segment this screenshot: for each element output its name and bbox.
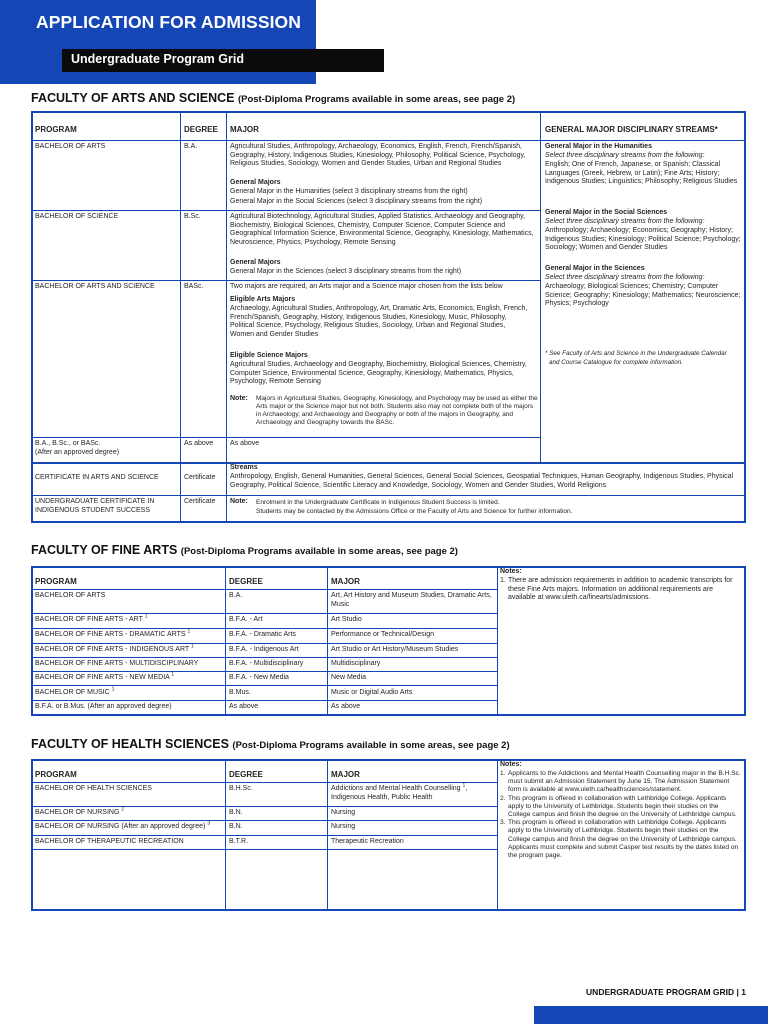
- hs-degree-1: B.N.: [229, 809, 243, 816]
- sci-list: Archaeology; Biological Sciences; Chemistry; Computer Science; Geography; Kinesiology; Mathematics; Neuroscience; Physics; Psychology: [545, 283, 741, 307]
- arts-science-heading: [31, 91, 515, 105]
- hs-major-3: Therapeutic Recreation: [331, 838, 404, 845]
- hs-note-2-num: 2.: [500, 794, 506, 802]
- hs-note-1-num: 1.: [500, 770, 506, 777]
- fa-program-0: BACHELOR OF ARTS: [35, 592, 106, 599]
- col-program: PROGRAM: [35, 125, 77, 134]
- fa-degree-7: As above: [229, 703, 259, 710]
- hs-notes-list: [500, 770, 742, 860]
- cert-streams-title: Streams: [230, 464, 258, 471]
- fa-degree-0: B.A.: [229, 592, 243, 599]
- page-title: APPLICATION FOR ADMISSION: [36, 12, 301, 32]
- program-after-degree: [35, 440, 119, 457]
- hs-program-2: [35, 820, 211, 832]
- ucert-line2: INDIGENOUS STUDENT SUCCESS: [35, 506, 150, 514]
- degree-bsc: B.Sc.: [184, 213, 201, 220]
- hs-program-1-text: BACHELOR OF NURSING: [35, 809, 120, 816]
- hs-note-2: [500, 795, 742, 820]
- hs-program-2-text: BACHELOR OF NURSING (After an approved degree): [35, 823, 206, 830]
- fa-sup-3: 1: [190, 643, 194, 650]
- hs-sup-1: 2: [121, 806, 125, 813]
- program-basc: BACHELOR OF ARTS AND SCIENCE: [35, 283, 155, 290]
- hs-major-0-b: , Indigenous Health, Public Health: [331, 785, 468, 801]
- footnote-line1: * See Faculty of Arts and Science in the Undergraduate Calendar: [545, 350, 727, 357]
- fa-major-2: Performance or Technical/Design: [331, 631, 434, 638]
- hs-note-3-num: 3.: [500, 819, 506, 827]
- fa-program-1: [35, 613, 148, 625]
- arts-science-title: FACULTY OF ARTS AND SCIENCE: [31, 91, 235, 105]
- fa-program-7: B.F.A. or B.Mus. (After an approved degree): [35, 703, 172, 710]
- fa-notes-title: Notes:: [500, 568, 522, 575]
- fa-degree-4: B.F.A. - Multidisciplinary: [229, 660, 304, 667]
- sci-select: Select three disciplinary streams from the following:: [545, 274, 705, 281]
- fa-program-3-text: BACHELOR OF FINE ARTS - INDIGENOUS ART: [35, 646, 190, 653]
- program-cert: CERTIFICATE IN ARTS AND SCIENCE: [35, 474, 159, 481]
- basc-sci-title: Eligible Science Majors: [230, 352, 308, 359]
- hs-col-program: PROGRAM: [35, 770, 77, 779]
- health-heading-sub: (Post-Diploma Programs available in some areas, see page 2): [232, 740, 510, 751]
- hs-col-degree: DEGREE: [229, 770, 263, 779]
- program-after-line2: (After an approved degree): [35, 448, 120, 456]
- fa-program-6: [35, 686, 115, 698]
- hs-note-3: [500, 819, 742, 860]
- fa-program-2: [35, 628, 191, 640]
- fa-col-major: MAJOR: [331, 577, 360, 586]
- hs-major-0-sup: 1: [462, 782, 466, 789]
- hum-title: General Major in the Humanities: [545, 143, 652, 150]
- basc-intro: Two majors are required, an Arts major and a Science major chosen from the lists below: [230, 283, 503, 290]
- fa-degree-5: B.F.A. - New Media: [229, 674, 289, 681]
- ba-gm-social: General Major in the Social Sciences (select 3 disciplinary streams from the right): [230, 198, 483, 205]
- fa-col-program: PROGRAM: [35, 577, 77, 586]
- hs-major-1: Nursing: [331, 809, 356, 816]
- basc-sci-list: Agricultural Studies, Archaeology and Geography, Biochemistry, Biological Sciences, Chemistry, Computer Science, Environmental Science, Geography, Kinesiology, Mathematics, Physics, Psychology, Remote Sensing: [230, 361, 527, 385]
- fa-degree-3: B.F.A. - Indigenous Art: [229, 646, 299, 653]
- fa-sup-5: 1: [171, 671, 175, 678]
- hs-degree-3: B.T.R.: [229, 838, 249, 845]
- fa-col-degree: DEGREE: [229, 577, 263, 586]
- degree-ucert: Certificate: [184, 498, 216, 505]
- fa-program-6-text: BACHELOR OF MUSIC: [35, 689, 110, 696]
- health-heading: [31, 737, 510, 751]
- fa-degree-2: B.F.A. - Dramatic Arts: [229, 631, 296, 638]
- fa-program-5-text: BACHELOR OF FINE ARTS - NEW MEDIA: [35, 674, 170, 681]
- fa-major-7: As above: [331, 703, 361, 710]
- fa-major-1: Art Studio: [331, 616, 362, 623]
- fa-program-1-text: BACHELOR OF FINE ARTS - ART: [35, 616, 143, 623]
- footnote-line2: and Course Catalogue for complete information.: [549, 359, 684, 366]
- ucert-note-line2: Students may be contacted by the Admissions Office or the Faculty of Arts and Science for further information.: [256, 508, 573, 515]
- fa-program-3: [35, 643, 194, 655]
- sci-title: General Major in the Sciences: [545, 265, 645, 272]
- fa-degree-1: B.F.A. - Art: [229, 616, 263, 623]
- hs-major-0-a: Addictions and Mental Health Counselling: [331, 785, 461, 792]
- hs-program-3: BACHELOR OF THERAPEUTIC RECREATION: [35, 838, 184, 845]
- fa-major-0: Art, Art History and Museum Studies, Dramatic Arts, Music: [331, 592, 492, 608]
- fa-major-5: New Media: [331, 674, 367, 681]
- fa-major-4: Multidisciplinary: [331, 660, 381, 667]
- hs-note-1: [500, 770, 742, 795]
- ucert-note-line1: Enrolment in the Undergraduate Certificate in Indigenous Student Success is limited.: [256, 499, 500, 506]
- fa-sup-1: 1: [144, 613, 148, 620]
- hs-notes-title: Notes:: [500, 761, 522, 768]
- fa-sup-2: 1: [187, 628, 191, 635]
- hs-program-1: [35, 806, 125, 818]
- page-subtitle: Undergraduate Program Grid: [71, 52, 244, 66]
- fa-program-5: [35, 671, 175, 683]
- basc-note-label: Note:: [230, 395, 248, 402]
- fa-degree-6: B.Mus.: [229, 689, 251, 696]
- hs-program-0: BACHELOR OF HEALTH SCIENCES: [35, 785, 152, 792]
- program-ba: BACHELOR OF ARTS: [35, 143, 106, 150]
- hum-list: English; One of French, Japanese, or Spanish; Classical Languages (Greek, Hebrew, or Latin); Fine Arts; History; Indigenous Studies; Linguistics; Philosophy; Religious Studies: [545, 161, 738, 185]
- degree-after: As above: [184, 440, 214, 447]
- hs-col-major: MAJOR: [331, 770, 360, 779]
- fa-note-1: [500, 577, 740, 603]
- fine-arts-heading: [31, 543, 458, 557]
- degree-cert: Certificate: [184, 474, 216, 481]
- fine-arts-title: FACULTY OF FINE ARTS: [31, 543, 178, 557]
- fa-note-1-num: 1.: [500, 577, 506, 584]
- subtitle-bar: [62, 49, 384, 72]
- hs-note-2-text: This program is offered in collaboration with Lethbridge College. Applicants apply to the University of Lethbridge. Students begin their studies on the College campus and finish the degree on the University of Lethbridge campus.: [508, 794, 737, 819]
- cert-streams-list: Anthropology, English, General Humanities, General Sciences, General Social Sciences, Geospatial Techniques, Human Geography, Indigenous Studies, Physical Geography, Political Science, Scientific Literacy and Knowledge, Sociology, Women and Gender Studies, World Religions: [230, 473, 734, 489]
- hs-sup-2: 3: [207, 820, 211, 827]
- ucert-line1: UNDERGRADUATE CERTIFICATE IN: [35, 498, 155, 505]
- hs-note-1-text: Applicants to the Addictions and Mental Health Counselling major in the B.H.Sc. must submit an Admission Statement by June 15. The Admission Statement form is available at www.uleth.ca/healthsciences/statement.: [508, 770, 741, 794]
- soc-list: Anthropology; Archaeology; Economics; Geography; History; Indigenous Studies; Kinesiology; Political Science; Psychology; Sociology; Women and Gender Studies: [545, 227, 741, 251]
- fa-major-6: Music or Digital Audio Arts: [331, 689, 413, 696]
- basc-arts-list: Archaeology, Agricultural Studies, Anthropology, Art, Dramatic Arts, Economics, English, French, French/Spanish, Geography, History, Indigenous Studies, Kinesiology, Music, Philosophy, Political Science, Psychology, Religious Studies, Sociology, Urban and Regional Studies, Women and Gender Studies: [230, 305, 528, 338]
- ba-gm-humanities: General Major in the Humanities (select 3 disciplinary streams from the right): [230, 188, 468, 195]
- fa-sup-6: 1: [111, 686, 115, 693]
- degree-basc: BASc.: [184, 283, 204, 290]
- ucert-note: [256, 498, 572, 516]
- hs-degree-2: B.N.: [229, 823, 243, 830]
- footer-bar: [534, 1006, 768, 1024]
- hs-major-2: Nursing: [331, 823, 356, 830]
- fa-program-2-text: BACHELOR OF FINE ARTS - DRAMATIC ARTS: [35, 631, 186, 638]
- major-after: As above: [230, 440, 260, 447]
- soc-title: General Major in the Social Sciences: [545, 209, 668, 216]
- program-bsc: BACHELOR OF SCIENCE: [35, 213, 119, 220]
- bsc-gm-sciences: General Major in the Sciences (select 3 disciplinary streams from the right): [230, 268, 462, 275]
- major-bsc: Agricultural Biotechnology, Agricultural Studies, Applied Statistics, Archaeology and Geography, Biochemistry, Biological Sciences, Chemistry, Computer Science, Computer Science and Geographical Information Science, Environmental Science, Geography, Kinesiology, Mathematics, Neuroscience, Physics, Psychology, Remote Sensing: [230, 213, 534, 246]
- major-ba: Agricultural Studies, Anthropology, Archaeology, Economics, English, French, French/Spanish, Geography, History, Indigenous Studies, Kinesiology, Philosophy, Political Science, Psychology, Religious Studies, Sociology, Women and Gender Studies, Urban and Regional Studies: [230, 143, 526, 167]
- fa-program-4: BACHELOR OF FINE ARTS - MULTIDISCIPLINARY: [35, 660, 199, 667]
- program-after-line1: B.A., B.Sc., or BASc.: [35, 440, 101, 447]
- basc-arts-title: Eligible Arts Majors: [230, 296, 296, 303]
- program-ucert: [35, 498, 154, 515]
- col-major: MAJOR: [230, 125, 259, 134]
- hs-major-0: [331, 782, 495, 802]
- col-degree: DEGREE: [184, 125, 218, 134]
- streams-footnote: [545, 349, 727, 367]
- fa-major-3: Art Studio or Art History/Museum Studies: [331, 646, 459, 653]
- arts-science-heading-sub: (Post-Diploma Programs available in some areas, see page 2): [237, 94, 516, 105]
- degree-ba: B.A.: [184, 143, 198, 150]
- footer-label: UNDERGRADUATE PROGRAM GRID | 1: [586, 987, 746, 997]
- fa-note-1-text: There are admission requirements in addition to academic transcripts for these Fine Arts majors. Information on additional requirements are available at www.uleth.ca/finearts/admissions.: [508, 577, 733, 601]
- hs-note-3-text: This program is offered in collaboration with Lethbridge College. Applicants apply to the University of Lethbridge. Students begin their studies on the College campus and finish the degree on the University of Lethbridge campus. Applicants must complete and submit Casper test results by the dates listed on the program page.: [508, 819, 739, 860]
- ba-general-majors-title: General Majors: [230, 179, 281, 186]
- col-streams: GENERAL MAJOR DISCIPLINARY STREAMS*: [545, 125, 718, 134]
- bsc-general-majors-title: General Majors: [230, 259, 281, 266]
- soc-select: Select three disciplinary streams from the following:: [545, 218, 705, 225]
- hs-degree-0: B.H.Sc.: [229, 785, 253, 792]
- fine-arts-heading-sub: (Post-Diploma Programs available in some areas, see page 2): [180, 546, 458, 557]
- ucert-note-label: Note:: [230, 498, 248, 505]
- health-title: FACULTY OF HEALTH SCIENCES: [31, 737, 229, 751]
- basc-note: Majors in Agricultural Studies, Geography, Kinesiology, and Psychology may be used as either the Arts major or the Science major but not both. Students also may not complete both of the majors in Archaeology, and Archaeology and Geography or both of the majors in Geography, and Archaeology and Geography towards the BASc.: [256, 395, 538, 426]
- hum-select: Select three disciplinary streams from the following:: [545, 152, 705, 159]
